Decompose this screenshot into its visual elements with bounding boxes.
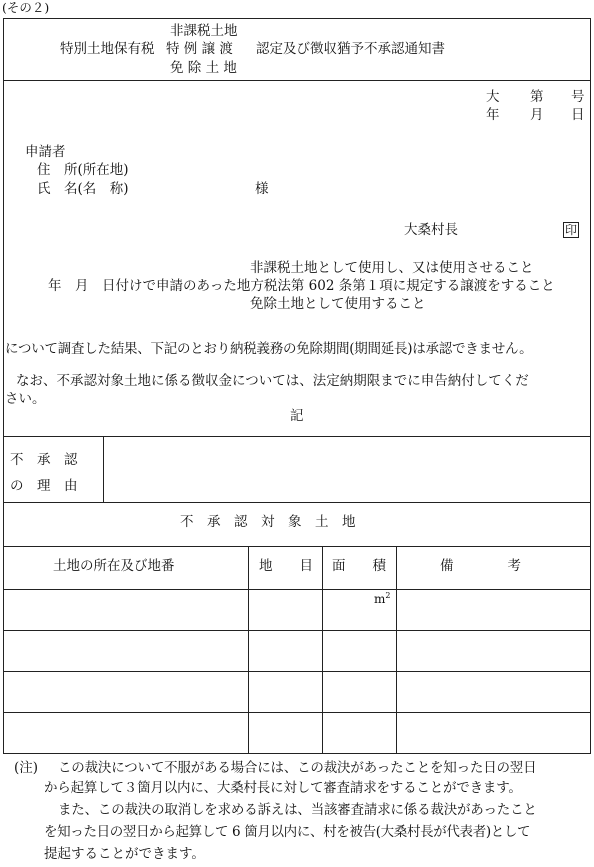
area-unit-text: m	[374, 592, 386, 606]
applicant-heading: 申請者	[25, 144, 66, 160]
footnote-line-3: また、この裁決の取消しを求める訴えは、当該審査請求に係る裁決があったこと	[58, 802, 537, 818]
table-header-land-category: 地 目	[259, 558, 313, 574]
note-line-2: さい。	[5, 391, 46, 407]
area-unit	[374, 592, 390, 605]
title-right: 認定及び徴収猶予不承認通知書	[256, 41, 445, 57]
note-line-1: なお、不承認対象土地に係る徴収金については、法定納期限までに申告納付してくだ	[16, 373, 529, 389]
option-1: 非課税土地として使用し、又は使用させること	[250, 260, 534, 276]
footnote-line-1: この裁決について不服がある場合には、この裁決があったことを知った日の翌日	[58, 760, 537, 776]
table-row-line-2	[3, 671, 591, 672]
land-section-title: 不 承 認 対 象 土 地	[180, 514, 356, 530]
table-row-line-3	[3, 712, 591, 713]
seal-mark: 印	[564, 223, 577, 237]
doc-number-go: 号	[571, 89, 585, 105]
table-col-divider-3	[396, 546, 397, 754]
title-left: 特別土地保有税	[60, 41, 155, 57]
honorific: 様	[255, 181, 269, 197]
option-3: 免除土地として使用すること	[250, 296, 426, 312]
reason-label-2: の 理 由	[10, 478, 78, 494]
table-col-divider-2	[322, 546, 323, 754]
name-label: 氏 名(名 称)	[37, 181, 129, 197]
address-label: 住 所(所在地)	[37, 162, 129, 178]
title-stack-2: 特 例 譲 渡	[166, 41, 233, 57]
table-header-bottom	[3, 589, 591, 590]
footnote-line-5: 提起することができます。	[44, 846, 205, 862]
table-col-divider-1	[248, 546, 249, 754]
doc-number-prefix: 大	[486, 89, 500, 105]
title-stack-1: 非課税土地	[170, 23, 238, 39]
ki-label: 記	[290, 408, 304, 424]
reason-top-border	[3, 436, 591, 437]
date-day: 日	[571, 107, 585, 123]
date-month: 月	[530, 107, 544, 123]
form-label: (その２)	[2, 0, 50, 15]
footnote-line-4: を知った日の翌日から起算して 6 箇月以内に、村を被告(大桑村長が代表者)として	[44, 824, 531, 840]
table-header-remarks: 備 考	[440, 558, 521, 574]
title-stack-3: 免 除 土 地	[170, 60, 237, 76]
land-title-bottom	[3, 546, 591, 547]
footnote-marker: (注)	[14, 760, 39, 776]
table-header-location: 土地の所在及び地番	[53, 558, 175, 574]
issuer-name: 大桑村長	[404, 222, 458, 238]
date-year: 年	[486, 107, 500, 123]
title-divider	[3, 80, 591, 81]
date-prefix-line: 年 月 日付けで申請のあった地方税法第 602 条第１項に規定する譲渡をすること	[48, 278, 555, 294]
reason-divider	[103, 436, 104, 502]
result-text: について調査した結果、下記のとおり納税義務の免除期間(期間延長)は承認できません。	[5, 341, 533, 357]
reason-label-1: 不 承 認	[10, 452, 78, 468]
doc-number-dai: 第	[530, 89, 544, 105]
table-row-line-1	[3, 630, 591, 631]
area-unit-superscript: 2	[385, 591, 391, 600]
reason-bottom-border	[3, 502, 591, 503]
footnote-line-2: から起算して３箇月以内に、大桑村長に対して審査請求をすることができます。	[44, 780, 522, 796]
table-header-area: 面 積	[332, 558, 386, 574]
